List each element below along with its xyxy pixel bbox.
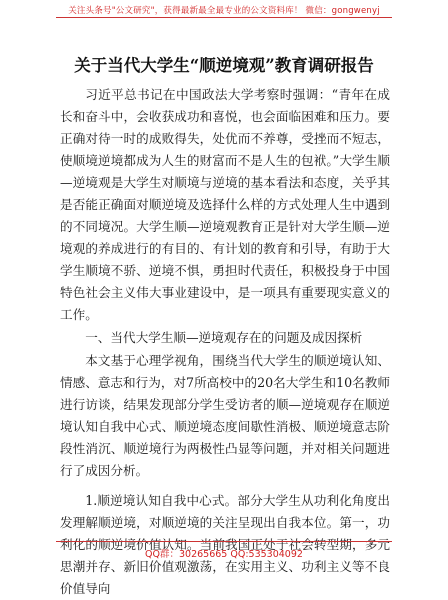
paragraph-cognition: 1.顺逆境认知自我中心式。部分大学生从功利化角度出发理解顺逆境，对顺逆境的关注呈现出自我本位。第一，功利化的顺逆境价值认知。当前我国正处于社会转型期，多元思潮并存、新旧价值观激荡，在实用主义、功利主义等不良价值导向 xyxy=(60,493,390,596)
paragraph-method: 本文基于心理学视角，围绕当代大学生的顺逆境认知、情感、意志和行为，对7所高校中的20名大学生和10名教师进行访谈，结果发现部分学生受访者的顺—逆境观存在顺逆境认知自我中心式、顺逆境态度间歇性消极、顺逆境意志阶段性消沉、顺逆境行为两极性凸显等问题，并对相关问题进行了成因分析。 xyxy=(60,353,390,478)
footer-contact: QQ群：30265665 QQ:535304092 xyxy=(145,549,303,560)
document-body xyxy=(60,84,390,600)
footer-rule xyxy=(56,541,392,542)
header-banner: 关注头条号"公文研究"，获得最新最全最专业的公文资料库！ 微信：gongwenyj xyxy=(68,6,380,16)
paragraph-intro: 习近平总书记在中国政法大学考察时强调：“青年在成长和奋斗中，会收获成功和喜悦，也会面临困难和压力。要正确对待一时的成败得失，处优而不养尊，受挫而不短志，使顺境逆境都成为人生的财富而不是人生的包袱。”大学生顺—逆境观是大学生对顺境与逆境的基本看法和态度，关乎其是否能正确面对顺逆境及选择什么样的方式处理人生中遇到的不同境况。大学生顺—逆境观教育正是针对大学生顺—逆境观的养成进行的有目的、有计划的教育和引导，有助于大学生顺境不骄、逆境不惧，勇担时代责任，积极投身于中国特色社会主义伟大事业建设中，是一项具有重要现实意义的工作。 xyxy=(60,87,390,322)
section-heading: 一、当代大学生顺—逆境观存在的问题及成因探析 xyxy=(85,330,363,345)
document-title: 关于当代大学生“顺逆境观”教育调研报告 xyxy=(74,56,374,75)
header-rule xyxy=(56,17,392,18)
